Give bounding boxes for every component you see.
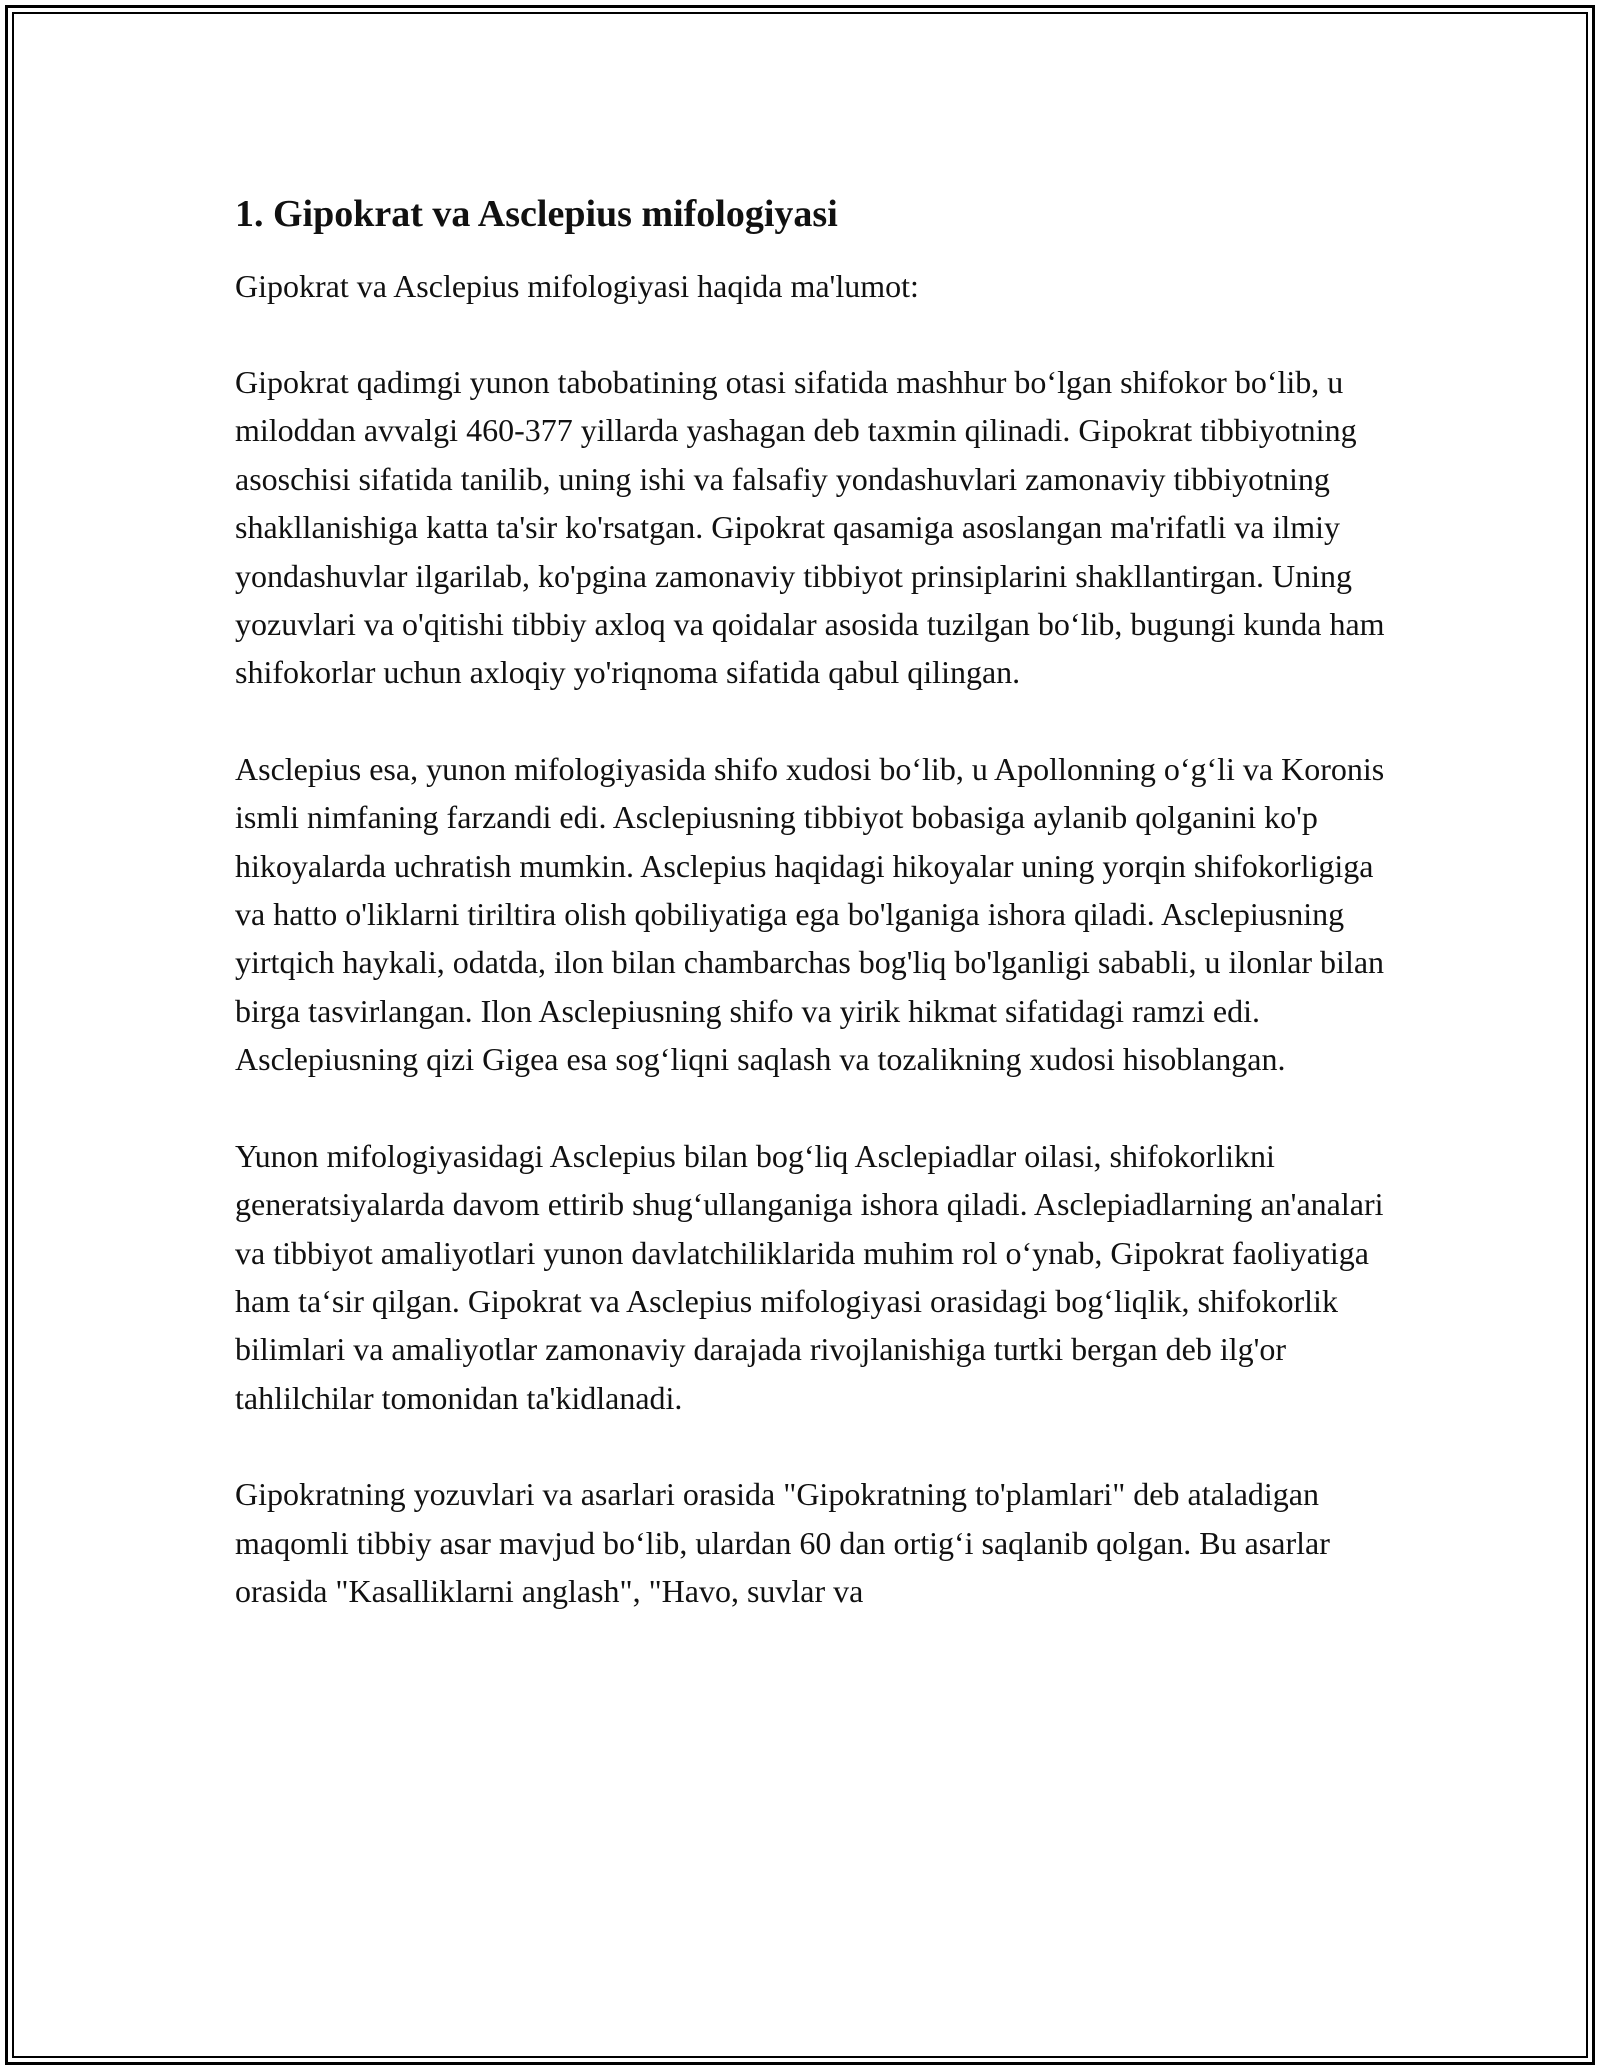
intro-text: Gipokrat va Asclepius mifologiyasi haqida ma'lumot:: [235, 268, 919, 304]
paragraph-asclepius: Asclepius esa, yunon mifologiyasida shifo xudosi bo‘lib, u Apollonning o‘g‘li va Koronis ismli nimfaning farzandi edi. Asclepiusning tibbiyot bobasiga aylanib qolganini ko'p hikoyalarda uchratish mumkin. Asclepius haqidagi hikoyalar uning yorqin shifokorligiga va hatto o'liklarni tiriltira olish qobiliyatiga ega bo'lganiga ishora qiladi. Asclepiusning yirtqich haykali, odatda, ilon bilan chambarchas bog'liq bo'lganligi sababli, u ilonlar bilan birga tasvirlangan. Ilon Asclepiusning shifo va yirik hikmat sifatidagi ramzi edi. Asclepiusning qizi Gigea esa sog‘liqni saqlash va tozalikning xudosi hisoblangan.: [235, 750, 1385, 1078]
paragraph-gipokrat-works: Gipokratning yozuvlari va asarlari orasida "Gipokratning to'plamlari" deb ataladigan maqomli tibbiy asar mavjud bo‘lib, ulardan 60 dan ortig‘i saqlanib qolgan. Bu asarlar orasida "Kasalliklarni anglash", "Havo, suvlar va: [235, 1476, 1330, 1609]
section-heading: 1. Gipokrat va Asclepius mifologiyasi: [235, 193, 838, 235]
paragraph-asclepiadlar: Yunon mifologiyasidagi Asclepius bilan bog‘liq Asclepiadlar oilasi, shifokorlikni generatsiyalarda davom ettirib shug‘ullanganiga ishora qiladi. Asclepiadlarning an'analari va tibbiyot amaliyotlari yunon davlatchiliklarida muhim rol o‘ynab, Gipokrat faoliyatiga ham ta‘sir qilgan. Gipokrat va Asclepius mifologiyasi orasidagi bog‘liqlik, shifokorlik bilimlari va amaliyotlar zamonaviy darajada rivojlanishiga turtki bergan deb ilg'or tahlilchilar tomonidan ta'kidlanadi.: [235, 1137, 1384, 1416]
paragraph-gipokrat: Gipokrat qadimgi yunon tabobatining otasi sifatida mashhur bo‘lgan shifokor bo‘lib, u miloddan avvalgi 460-377 yillarda yashagan deb taxmin qilinadi. Gipokrat tibbiyotning asoschisi sifatida tanilib, uning ishi va falsafiy yondashuvlari zamonaviy tibbiyotning shakllanishiga katta ta'sir ko'rsatgan. Gipokrat qasamiga asoslangan ma'rifatli va ilmiy yondashuvlar ilgarilab, ko'pgina zamonaviy tibbiyot prinsiplarini shakllantirgan. Uning yozuvlari va o'qitishi tibbiy axloq va qoidalar asosida tuzilgan bo‘lib, bugungi kunda ham shifokorlar uchun axloqiy yo'riqnoma sifatida qabul qilingan.: [235, 364, 1385, 691]
document-body: [235, 188, 1385, 1663]
